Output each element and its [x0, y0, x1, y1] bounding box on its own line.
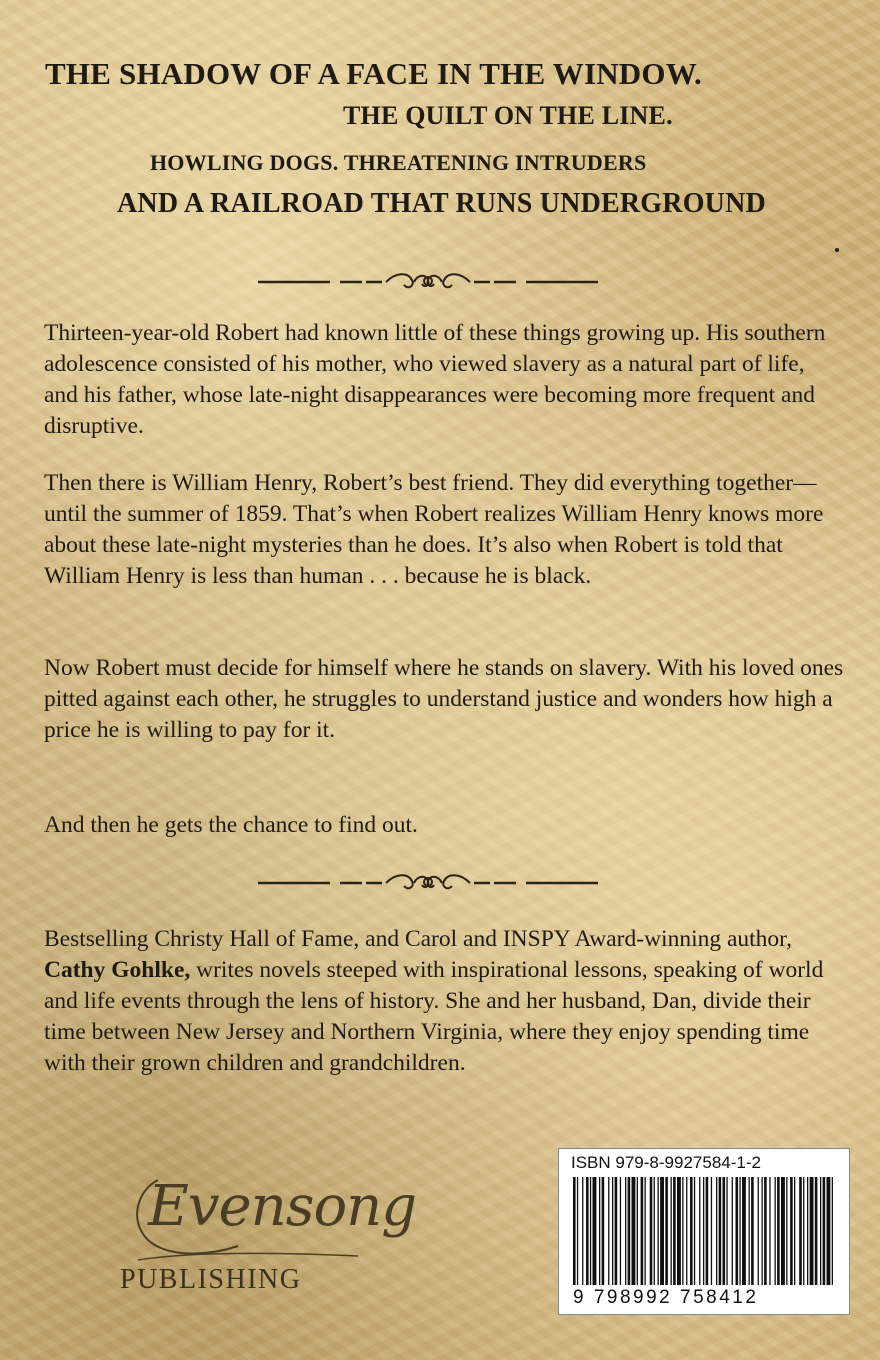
publisher-logo	[118, 1160, 417, 1310]
synopsis-paragraph-3: Now Robert must decide for himself where he stands on slavery. With his loved ones pitted against each other, he struggles to understand justice and wonders how high a price he is willing to pay for it.	[44, 655, 844, 743]
synopsis-paragraph-4: And then he gets the chance to find out.	[44, 812, 418, 838]
synopsis-paragraph-1: Thirteen-year-old Robert had known little of these things growing up. His southern adolescence consisted of his mother, who viewed slavery as a natural part of life, and his father, whose late-night disappearances were becoming more frequent and disruptive.	[44, 320, 826, 439]
isbn-number: ISBN 979-8-9927584-1-2	[571, 1153, 761, 1172]
synopsis-paragraph-2: Then there is William Henry, Robert’s best friend. They did everything together—until the summer of 1859. That’s when Robert realizes William Henry knows more about these late-night mysteries than he does. It’s also when Robert is told that William Henry is less than human . . . because he is black.	[44, 470, 824, 589]
headline-quilt: THE QUILT ON THE LINE.	[343, 101, 673, 130]
author-name: Cathy Gohlke,	[44, 957, 191, 983]
author-bio-intro: Bestselling Christy Hall of Fame, and Carol and INSPY Award-winning author,	[44, 926, 792, 952]
isbn-barcode	[558, 1148, 850, 1315]
ornament-divider-bottom	[258, 869, 598, 893]
headline-shadow: THE SHADOW OF A FACE IN THE WINDOW.	[45, 56, 703, 91]
headline-dogs: HOWLING DOGS. THREATENING INTRUDERS	[150, 150, 647, 175]
headline-railroad: AND A RAILROAD THAT RUNS UNDERGROUND	[117, 188, 766, 219]
author-bio	[44, 924, 844, 1079]
publisher-logo-script: Evensong	[148, 1174, 417, 1239]
ornament-divider-top	[258, 268, 598, 292]
barcode-bars-icon	[571, 1177, 837, 1285]
publisher-logo-subtitle: PUBLISHING	[120, 1264, 302, 1295]
stray-dot	[835, 248, 839, 252]
author-bio-rest: writes novels steeped with inspirational lessons, speaking of world and life events through the lens of history. She and her husband, Dan, divide their time between New Jersey and Northern Virginia, where they enjoy spending time with their grown children and grandchildren.	[44, 957, 824, 1076]
ean-digits: 9 798992 758412	[573, 1287, 759, 1308]
